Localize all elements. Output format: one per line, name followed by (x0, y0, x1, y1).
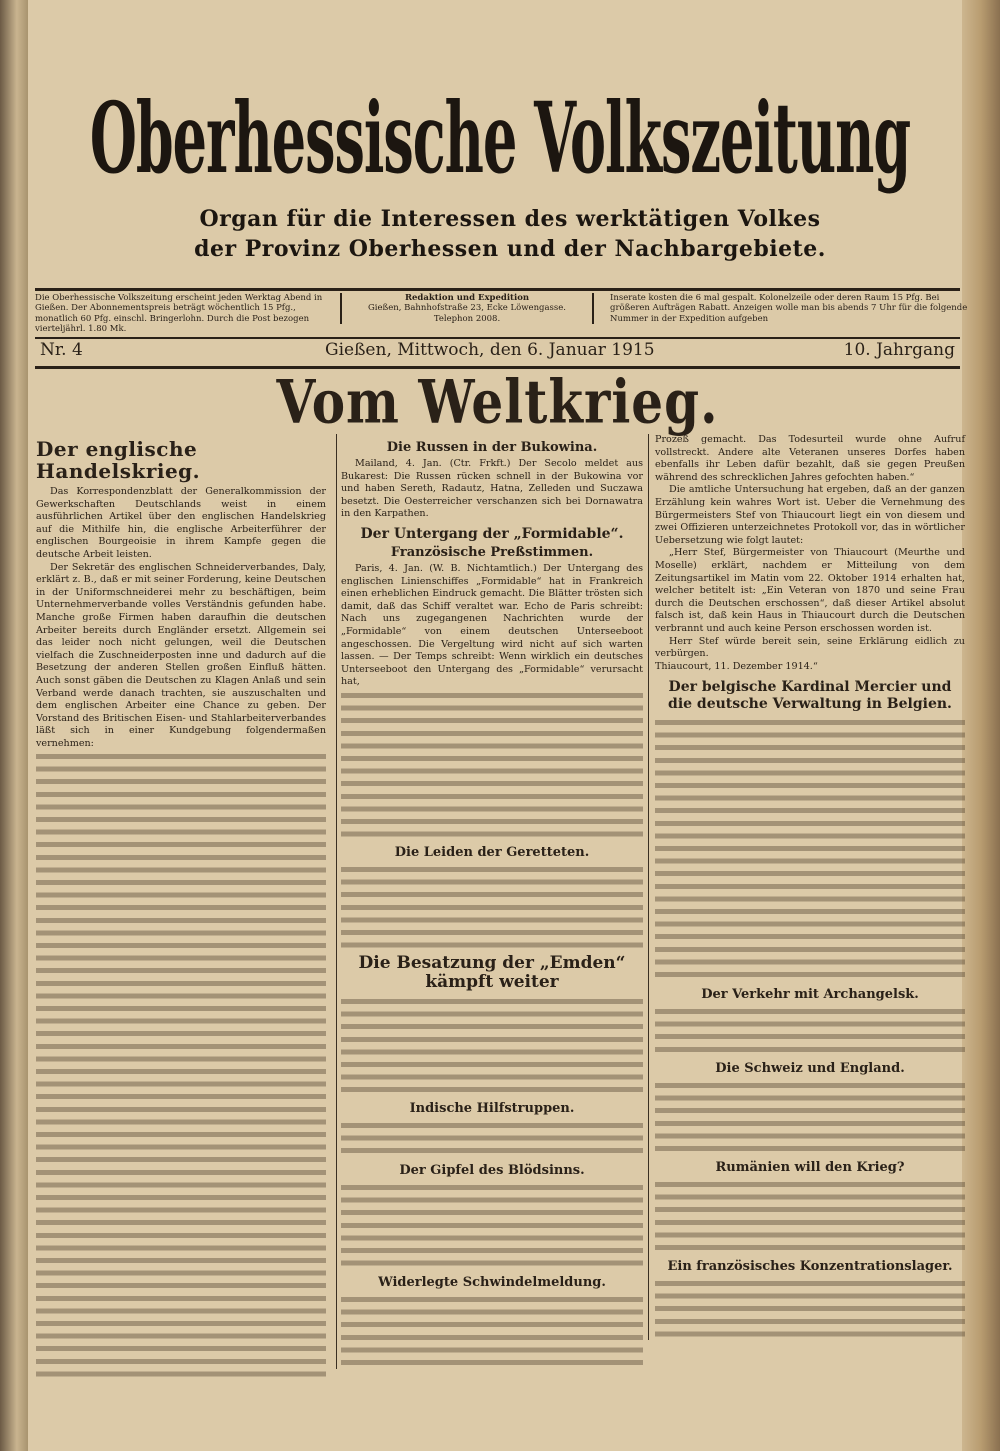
column-3 (648, 434, 965, 1340)
article-heading: Die Leiden der Geretteten. (394, 844, 590, 860)
masthead-subtitle: der Provinz Oberhessen und der Nachbargebiete. (194, 236, 826, 262)
article-text-body (341, 1181, 643, 1269)
article-text: Die amtliche Untersuchung hat ergeben, daß an der ganzen Erzählung kein wahres Wort ist. Ueber die Vernehmung des Bürgermeisters Stef von Thiaucourt liegt ein von diesem und zwei Offizieren unterzeichnetes Protokoll vor, das in wörtlicher Uebersetzung wie folgt lautet: (655, 484, 965, 546)
article-text: Herr Stef würde bereit sein, seine Erklärung eidlich zu verbürgen. (655, 635, 965, 660)
subscription-info: Die Oberhessische Volkszeitung erscheint jeden Werktag Abend in Gießen. Der Abonnementspreis beträgt wöchentlich 15 Pfg., monatlich 60 Pfg. einschl. Bringerlohn. Durch die Post bezogen vierteljährl. 1.80 Mk. (35, 293, 323, 335)
address-line: Telephon 2008. (433, 313, 501, 324)
article-text-body (655, 1005, 965, 1055)
article-text-body (341, 863, 643, 948)
column-2 (336, 434, 643, 1369)
advertising-info: Inserate kosten die 6 mal gespalt. Kolonelzeile oder deren Raum 15 Pfg. Bei größeren Aufträgen Rabatt. Anzeigen wolle man bis abends 7 Uhr für die folgende Nummer in der Expedition aufgeben (610, 293, 968, 324)
article-heading: Der Gipfel des Blödsinns. (399, 1162, 585, 1178)
article-text: Der Sekretär des englischen Schneiderverbandes, Daly, erklärt z. B., daß er mit seiner Forderung, keine Deutschen in der Uniformschneiderei mehr zu beschäftigen, beim Unternehmerverbande volles Verständnis gefunden habe. Manche große Firmen haben daraufhin die deutschen Arbeiter bereits durch Engländer ersetzt. Allgemein sei das leider noch nicht gelungen, weil die Deutschen vielfach die Zuschneiderposten inne und dadurch auf die Besetzung der anderen Stellen großen Einfluß hätten. Auch sonst gäben die Deutschen zu Klagen Anlaß und sein Verband werde danach trachten, sie auszuschalten und dem englischen Arbeiter eine Chance zu geben. Der Vorstand des Britischen Eisen- und Stahlarbeiterverbandes läßt sich in einer Kundgebung folgendermaßen vernehmen: (36, 561, 326, 749)
article-text: „Herr Stef, Bürgermeister von Thiaucourt (Meurthe und Moselle) erklärt, nachdem er Mitteilung von dem Zeitungsartikel im Matin vom 22. Oktober 1914 erhalten hat, welcher betitelt ist: „Ein Veteran von 1870 und seine Frau durch die Deutschen erschossen“, daß dieser Artikel absolut falsch ist, daß kein Haus in Thiaucourt durch die Deutschen verbrannt und auch keine Person erschossen worden ist. (655, 547, 965, 634)
article-text-body (341, 995, 643, 1095)
article-text: Mailand, 4. Jan. (Ctr. Frkft.) Der Secolo meldet aus Bukarest: Die Russen rücken schnell in der Bukowina vor und haben Sereth, Radautz, Hatna, Zelleden und Suczawa besetzt. Die Oesterreicher verschanzen sich bei Dornawatra in den Karpathen. (341, 458, 643, 520)
article-text-body (341, 1293, 643, 1369)
article-text: Paris, 4. Jan. (W. B. Nichtamtlich.) Der Untergang des englischen Linienschiffes „Formidable“ hat in Frankreich einen erheblichen Eindruck gemacht. Die Blätter trösten sich damit, daß das Schiff veraltet war. Echo de Paris schreibt: Nach uns zugegangenen Nachrichten wurde der „Formidable“ von einem deutschen Unterseeboot angeschossen. Die Vergeltung wird nicht auf sich warten lassen. — Der Temps schreibt: Wenn wirklich ein deutsches Unterseeboot den Untergang des „Formidable“ verursacht hat, (341, 562, 643, 688)
volume: 10. Jahrgang (843, 340, 955, 360)
article-heading: Indische Hilfstruppen. (409, 1100, 575, 1116)
address-line: Gießen, Bahnhofstraße 23, Ecke Löwengasse. (367, 303, 567, 314)
place-date: Gießen, Mittwoch, den 6. Januar 1915 (325, 340, 655, 360)
article-subheading: Französische Preßstimmen. (390, 544, 594, 560)
article-heading: Der Verkehr mit Archangelsk. (701, 987, 919, 1003)
article-text-body (36, 750, 326, 1380)
previous-page-edge (0, 0, 28, 1451)
article-text-body (655, 1178, 965, 1253)
article-text-body (655, 1079, 965, 1154)
article-heading: Der Untergang der „Formidable“. (360, 525, 624, 542)
divider (35, 337, 960, 339)
article-heading: Ein französisches Konzentrationslager. (667, 1259, 953, 1275)
article-text: Prozeß gemacht. Das Todesurteil wurde ohne Aufruf vollstreckt. Andere alte Veteranen unseres Dorfes haben ebenfalls ihr Leben dafür bezahlt, daß sie gegen Preußen während des schrecklichen Jahres gefochten haben.“ (655, 434, 965, 483)
article-heading: Der englische Handelskrieg. (36, 437, 201, 483)
issue-number: Nr. 4 (40, 340, 83, 360)
masthead-title: Oberhessische Volkszeitung (89, 80, 911, 196)
divider (35, 288, 960, 291)
article-heading: Rumänien will den Krieg? (715, 1160, 905, 1176)
article-text: Thiaucourt, 11. Dezember 1914.“ (655, 660, 818, 672)
article-heading: Die Besatzung der „Emden“ kämpft weiter (358, 952, 626, 992)
article-text-body (341, 689, 643, 839)
masthead-subtitle: Organ für die Interessen des werktätigen Volkes (199, 206, 821, 232)
column-1 (36, 434, 326, 1380)
article-text: Das Korrespondenzblatt der Generalkommission der Gewerkschaften Deutschlands weist in einem ausführlichen Artikel über den englischen Handelskrieg auf die Mithilfe hin, die englische Arbeiterführer der englischen Bourgeoisie in ihrem Kampfe gegen die deutsche Arbeit leisten. (36, 486, 326, 560)
article-heading: Die Russen in der Bukowina. (386, 440, 598, 455)
article-heading: Der belgische Kardinal Mercier und die deutsche Verwaltung in Belgien. (668, 679, 952, 713)
editorial-address (340, 293, 594, 324)
article-heading: Die Schweiz und England. (715, 1061, 905, 1077)
article-heading: Widerlegte Schwindelmeldung. (378, 1274, 606, 1290)
article-text-body (655, 1277, 965, 1340)
article-text-body (341, 1119, 643, 1157)
address-line: Redaktion und Expedition (404, 293, 530, 303)
main-headline: Vom Weltkrieg. (276, 366, 719, 437)
page-stack-edge (962, 0, 1000, 1451)
article-text-body (655, 716, 965, 981)
